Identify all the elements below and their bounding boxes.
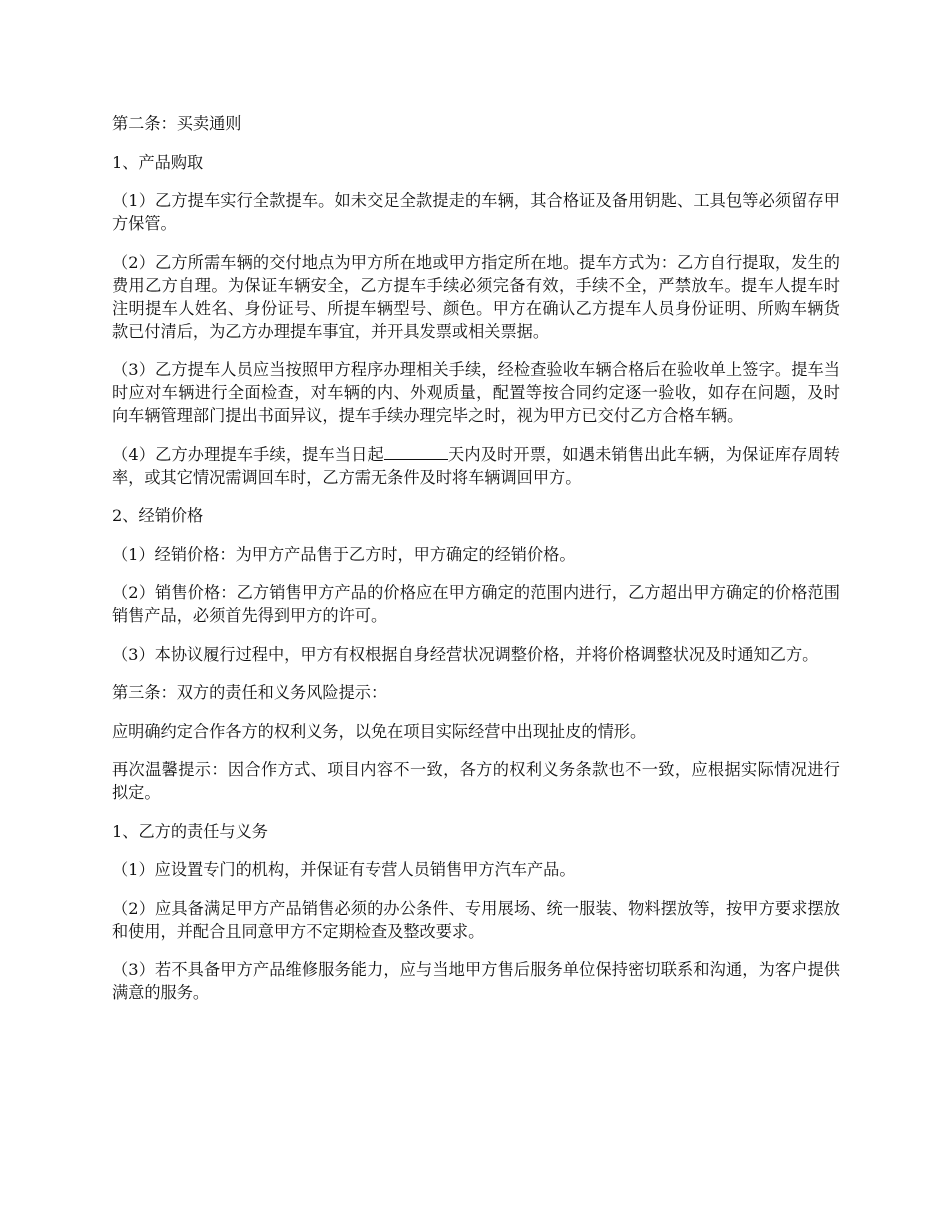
section-2-heading: 2、经销价格	[112, 506, 204, 525]
clause-2-3: （3）本协议履行过程中，甲方有权根据自身经营状况调整价格，并将价格调整状况及时通知乙方。	[112, 644, 819, 664]
reminder-note: 再次温馨提示：因合作方式、项目内容不一致，各方的权利义务条款也不一致，应根据实际情况进行拟定。	[112, 760, 840, 802]
clause-1-1: （1）乙方提车实行全款提车。如未交足全款提走的车辆，其合格证及备用钥匙、工具包等必须留存甲方保管。	[112, 191, 840, 233]
document-page	[112, 112, 840, 1020]
clause-1-4-part-b: 天内及时开票，如遇未销售出此车辆，为保证库存周转率，或其它情况需调回车时，乙方需无条件及时将车辆调回甲方。	[112, 444, 840, 487]
clause-3-1-1: （1）应设置专门的机构，并保证有专营人员销售甲方汽车产品。	[112, 860, 576, 879]
risk-note: 应明确约定合作各方的权利义务，以免在项目实际经营中出现扯皮的情形。	[112, 721, 647, 741]
clause-2-1: （1）经销价格：为甲方产品售于乙方时，甲方确定的经销价格。	[112, 544, 576, 564]
days-blank-field[interactable]	[384, 444, 448, 460]
clause-1-2: （2）乙方所需车辆的交付地点为甲方所在地或甲方指定所在地。提车方式为：乙方自行提取，发生的费用乙方自理。为保证车辆安全，乙方提车手续必须完备有效，手续不全，严禁放车。提车人提车时注明提车人姓名、身份证号、所提车辆型号、颜色。甲方在确认乙方提车人员身份证明、所购车辆货款已付清后，为乙方办理提车事宜，并开具发票或相关票据。	[112, 252, 840, 341]
clause-3-1-2: （2）应具备满足甲方产品销售必须的办公条件、专用展场、统一服装、物料摆放等，按甲方要求摆放和使用，并配合且同意甲方不定期检查及整改要求。	[112, 898, 840, 941]
section-1-heading: 1、产品购取	[112, 152, 204, 172]
article-2-heading: 第二条：买卖通则	[112, 114, 242, 133]
clause-1-4	[112, 443, 840, 489]
clause-2-2: （2）销售价格：乙方销售甲方产品的价格应在甲方确定的范围内进行，乙方超出甲方确定的价格范围销售产品，必须首先得到甲方的许可。	[112, 583, 840, 625]
clause-1-3: （3）乙方提车人员应当按照甲方程序办理相关手续，经检查验收车辆合格后在验收单上签字。提车当时应对车辆进行全面检查，对车辆的内、外观质量，配置等按合同约定逐一验收，如存在问题，及时向车辆管理部门提出书面异议，提车手续办理完毕之时，视为甲方已交付乙方合格车辆。	[112, 360, 840, 425]
section-3-1-heading: 1、乙方的责任与义务	[112, 821, 268, 841]
clause-1-4-part-a: （4）乙方办理提车手续，提车当日起	[112, 444, 384, 464]
clause-3-1-3: （3）若不具备甲方产品维修服务能力，应与当地甲方售后服务单位保持密切联系和沟通，为客户提供满意的服务。	[112, 960, 840, 1002]
article-3-heading: 第三条：双方的责任和义务风险提示：	[112, 683, 388, 702]
